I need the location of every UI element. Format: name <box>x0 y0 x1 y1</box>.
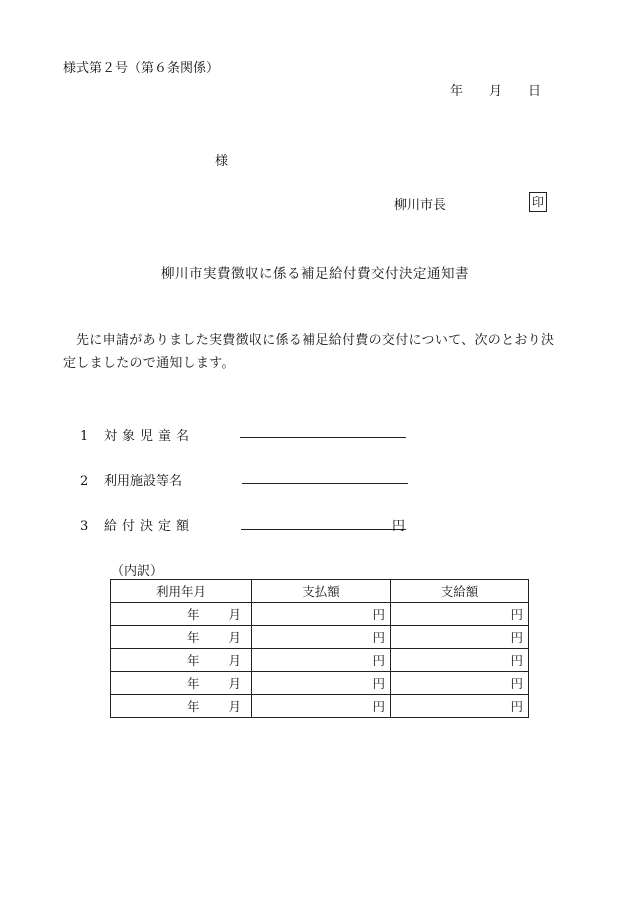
month-label: 月 <box>228 607 242 622</box>
usage-month-cell[interactable] <box>111 695 252 718</box>
issue-date <box>450 80 541 99</box>
paid-amount-cell[interactable]: 円 <box>252 672 391 695</box>
month-label: 月 <box>228 653 242 668</box>
table-row <box>111 695 529 718</box>
column-header-benefit-amount: 支給額 <box>391 580 529 603</box>
table-row <box>111 672 529 695</box>
usage-month-cell[interactable] <box>111 649 252 672</box>
usage-month-cell[interactable] <box>111 626 252 649</box>
column-header-paid-amount: 支払額 <box>252 580 391 603</box>
year-label: 年 <box>187 699 200 714</box>
item-label: 対象児童名 <box>104 429 195 444</box>
facility-name-field[interactable] <box>242 483 408 484</box>
year-label: 年 <box>187 676 200 691</box>
benefit-amount-cell[interactable]: 円 <box>391 672 529 695</box>
recipient-suffix: 様 <box>215 154 229 169</box>
benefit-amount-cell[interactable]: 円 <box>391 695 529 718</box>
date-day-label: 日 <box>528 84 542 99</box>
paid-amount-cell[interactable]: 円 <box>252 649 391 672</box>
breakdown-table <box>110 579 529 718</box>
month-label: 月 <box>228 676 242 691</box>
benefit-amount-cell[interactable]: 円 <box>391 626 529 649</box>
seal-mark: 印 <box>529 192 547 212</box>
item-facility-name <box>80 470 182 489</box>
benefit-amount-cell[interactable]: 円 <box>391 649 529 672</box>
date-month-label: 月 <box>489 84 503 99</box>
body-paragraph: 先に申請がありました実費徴収に係る補足給付費の交付について、次のとおり決定しましたので通知します。 <box>63 333 555 371</box>
item-benefit-amount <box>80 515 194 534</box>
date-year-label: 年 <box>450 84 464 99</box>
form-number: 様式第２号（第６条関係） <box>63 61 220 76</box>
paid-amount-cell[interactable]: 円 <box>252 626 391 649</box>
item-child-name <box>80 425 194 444</box>
benefit-amount-field[interactable] <box>241 529 406 530</box>
usage-month-cell[interactable] <box>111 603 252 626</box>
paid-amount-cell[interactable]: 円 <box>252 695 391 718</box>
month-label: 月 <box>228 699 242 714</box>
item-number: 3 <box>80 519 89 534</box>
benefit-amount-unit: 円 <box>392 519 406 534</box>
paid-amount-cell[interactable]: 円 <box>252 603 391 626</box>
item-number: 1 <box>80 429 89 444</box>
column-header-usage-month: 利用年月 <box>111 580 252 603</box>
usage-month-cell[interactable] <box>111 672 252 695</box>
item-label: 給付決定額 <box>104 519 195 534</box>
issuer-name: 柳川市長 <box>394 198 447 213</box>
document-title: 柳川市実費徴収に係る補足給付費交付決定通知書 <box>161 266 469 282</box>
item-label: 利用施設等名 <box>104 474 183 489</box>
table-header-row <box>111 580 529 603</box>
table-row <box>111 649 529 672</box>
breakdown-caption: （内訳） <box>111 564 164 579</box>
child-name-field[interactable] <box>240 437 406 438</box>
month-label: 月 <box>228 630 242 645</box>
year-label: 年 <box>187 607 200 622</box>
item-number: 2 <box>80 474 89 489</box>
year-label: 年 <box>187 653 200 668</box>
benefit-amount-cell[interactable]: 円 <box>391 603 529 626</box>
table-row <box>111 626 529 649</box>
table-row <box>111 603 529 626</box>
year-label: 年 <box>187 630 200 645</box>
